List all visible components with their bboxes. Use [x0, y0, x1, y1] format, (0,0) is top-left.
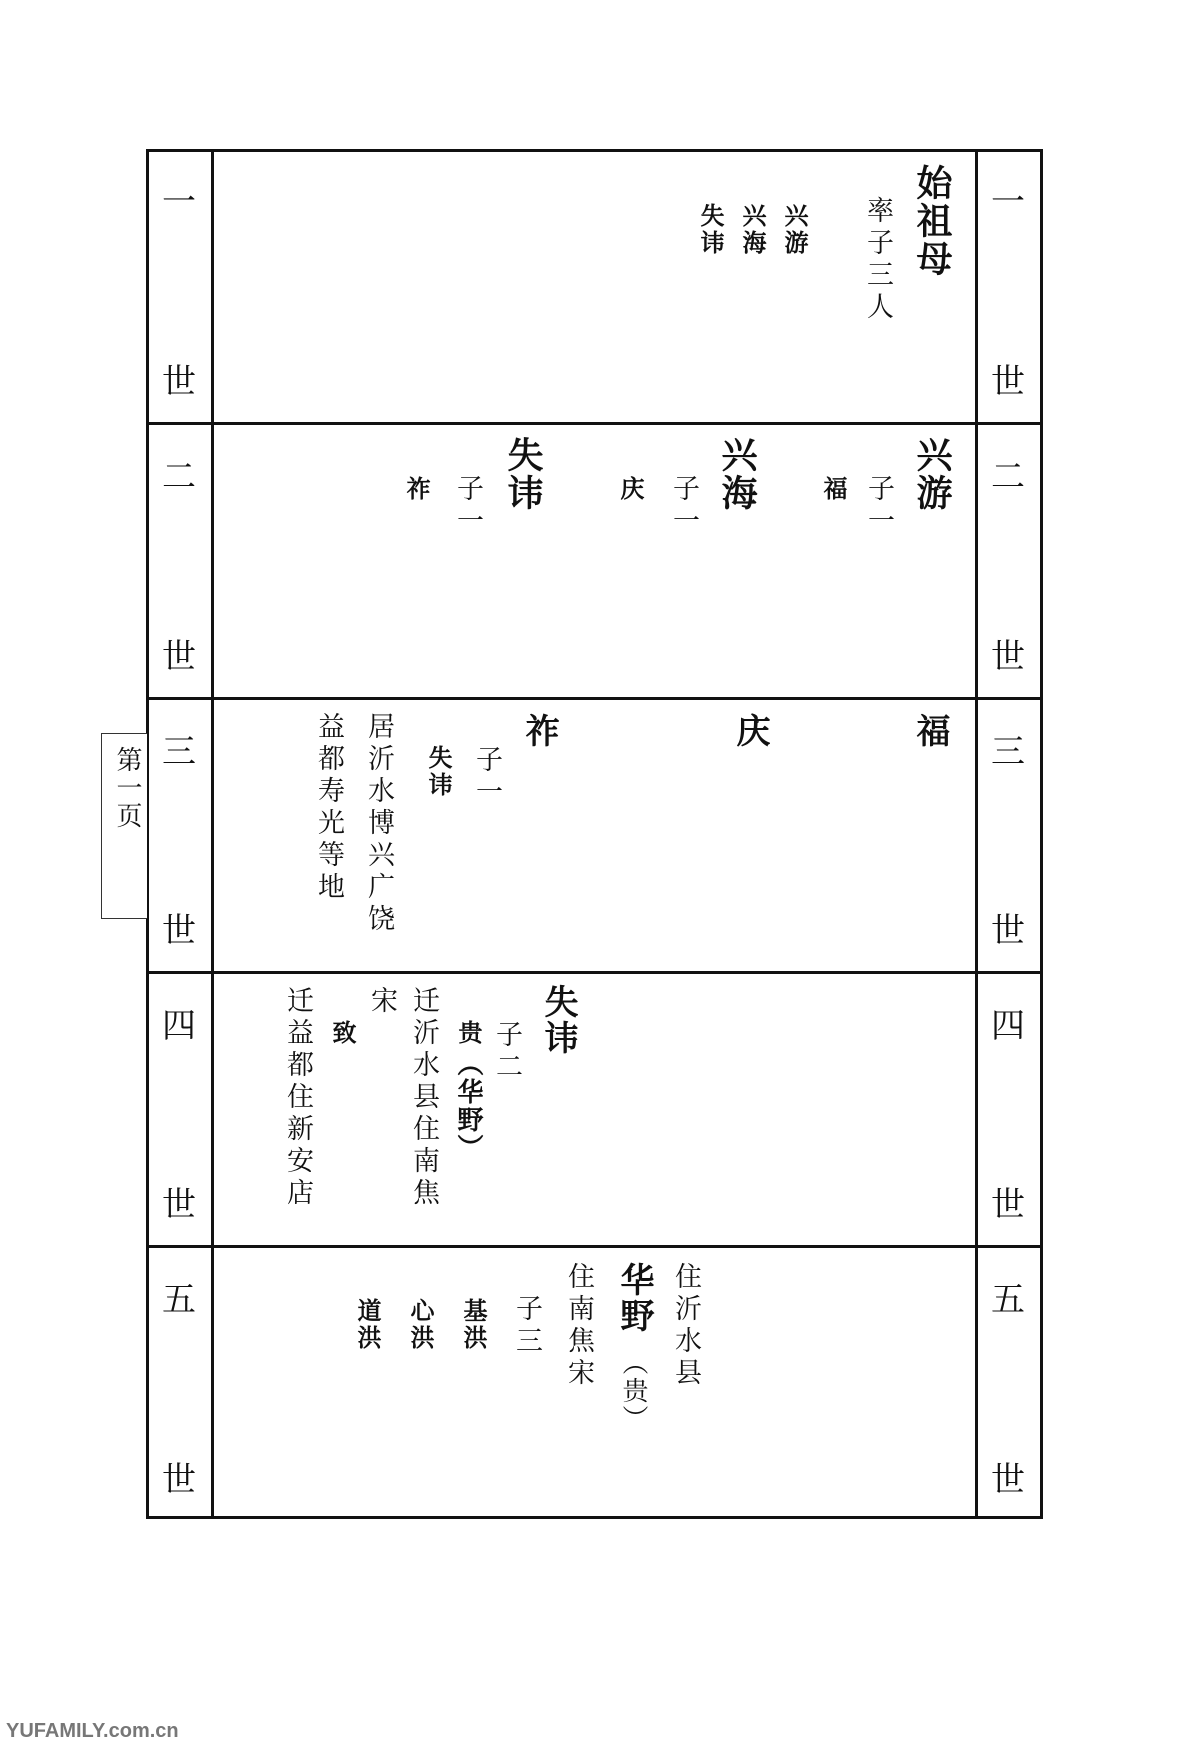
generation-5-shi-right: 世: [991, 1460, 1025, 1500]
g4-child-1-alias: （华野）: [453, 1050, 483, 1162]
generation-3-shi-right: 世: [991, 911, 1025, 951]
g2-family-2-child: 庆: [616, 476, 645, 503]
g5-child-2: 心洪: [406, 1298, 435, 1352]
g5-residence-after: 住南焦宋: [563, 1262, 594, 1390]
genealogy-table-frame: [146, 149, 1043, 1519]
site-watermark: YUFAMILY.com.cn: [6, 1720, 179, 1742]
g1-child-1: 兴游: [780, 203, 809, 257]
generation-4-number-left: 四: [162, 1006, 196, 1046]
page-tab: [101, 733, 147, 919]
g2-family-3-count: 子一: [452, 474, 483, 538]
generation-5-number-right: 五: [991, 1280, 1025, 1320]
g2-family-3-child: 祚: [402, 476, 431, 503]
generation-3-number-left: 三: [162, 732, 196, 772]
generation-4-shi-left: 世: [162, 1185, 196, 1225]
g2-family-2-name: 兴海: [716, 436, 758, 512]
g5-residence-before: 住沂水县: [670, 1262, 701, 1390]
g1-child-3: 失讳: [696, 203, 725, 257]
g4-child-2-note: 迁益都住新安店: [282, 986, 313, 1210]
g3-residence-1: 居沂水博兴广饶: [363, 712, 394, 936]
g3-name-zuo: 祚: [519, 713, 559, 749]
row-divider-1: [146, 422, 1043, 425]
generation-2-number-left: 二: [162, 457, 196, 497]
generation-3-shi-left: 世: [162, 911, 196, 951]
g5-name: 华野: [614, 1262, 654, 1334]
generation-4-shi-right: 世: [991, 1185, 1025, 1225]
generation-2-number-right: 二: [991, 457, 1025, 497]
g1-note: 率子三人: [862, 196, 893, 324]
generation-2-shi-left: 世: [162, 637, 196, 677]
row-divider-2: [146, 697, 1043, 700]
g4-count: 子二: [491, 1020, 522, 1084]
g3-residence-2: 益都寿光等地: [313, 712, 344, 904]
g3-name-fu: 福: [910, 713, 950, 749]
g2-family-3-name: 失讳: [502, 436, 544, 512]
g3-name-qing: 庆: [730, 713, 770, 749]
g1-ancestor-name: 始祖母: [911, 164, 953, 278]
g4-child-1-note-tail: 宋: [366, 986, 397, 1018]
g4-name: 失讳: [538, 984, 578, 1056]
page-tab-label: 第一页: [112, 746, 142, 830]
generation-5-shi-left: 世: [162, 1460, 196, 1500]
generation-1-shi-left: 世: [162, 362, 196, 402]
g3-zuo-count: 子一: [471, 745, 502, 809]
g2-family-1-name: 兴游: [911, 436, 953, 512]
generation-1-shi-right: 世: [991, 362, 1025, 402]
g2-family-1-child: 福: [819, 476, 848, 503]
g5-alias: （贵）: [618, 1349, 648, 1433]
g5-count: 子三: [511, 1294, 542, 1358]
generation-5-number-left: 五: [162, 1280, 196, 1320]
g5-child-3: 道洪: [353, 1298, 382, 1352]
g4-child-1-name: 贵: [454, 1020, 483, 1047]
row-divider-3: [146, 971, 1043, 974]
g1-child-2: 兴海: [738, 203, 767, 257]
row-divider-4: [146, 1245, 1043, 1248]
generation-2-shi-right: 世: [991, 637, 1025, 677]
generation-1-number-left: 一: [162, 182, 196, 222]
g2-family-1-count: 子一: [863, 474, 894, 538]
generation-4-number-right: 四: [991, 1006, 1025, 1046]
g3-zuo-child: 失讳: [424, 745, 453, 799]
g5-child-1: 基洪: [459, 1298, 488, 1352]
g4-child-2-name: 致: [328, 1020, 357, 1047]
g4-child-1-note: 迁沂水县住南焦: [408, 986, 439, 1210]
g2-family-2-count: 子一: [668, 474, 699, 538]
generation-3-number-right: 三: [991, 732, 1025, 772]
left-column-divider: [211, 149, 214, 1519]
generation-1-number-right: 一: [991, 182, 1025, 222]
